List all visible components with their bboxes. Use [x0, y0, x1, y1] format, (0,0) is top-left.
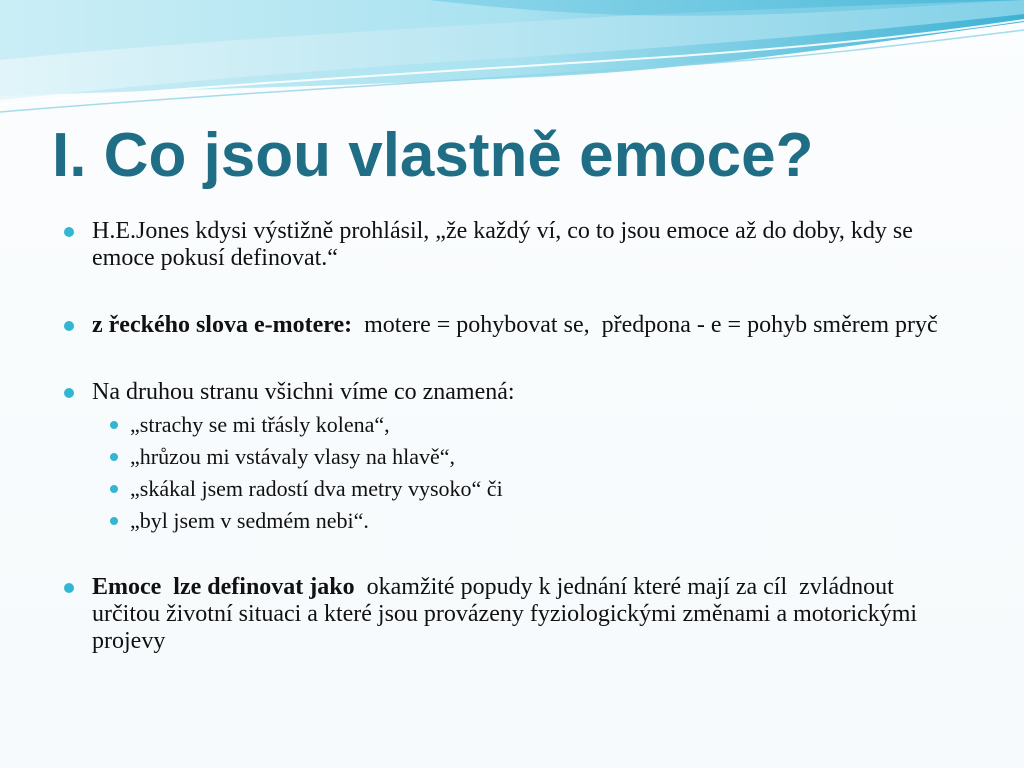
bullet-text: okamžité popudy k jednání které mají za cíl zvládnout určitou životní situaci a které jsou provázeny fyziologickými změnami a motorickými projevy — [92, 574, 924, 654]
sub-bullet-icon — [110, 517, 118, 525]
bullet-text: motere = pohybovat se, předpona - e = pohyb směrem pryč — [352, 312, 938, 338]
bullet-icon — [64, 388, 74, 398]
slide-title: I. Co jsou vlastně emoce? — [52, 121, 814, 190]
sub-bullet — [64, 508, 964, 534]
bullet-bold-text: Emoce lze definovat jako — [92, 574, 355, 600]
sub-bullet-text: „hrůzou mi vstávaly vlasy na hlavě“, — [130, 444, 456, 469]
sub-bullet-text: „byl jsem v sedmém nebi“. — [130, 508, 369, 533]
content — [64, 218, 964, 695]
bullet-definition — [64, 574, 964, 655]
sub-bullet-text: „strachy se mi třásly kolena“, — [130, 412, 390, 437]
bullet-text: H.E.Jones kdysi výstižně prohlásil, „že každý ví, co to jsou emoce až do doby, kdy se emoce pokusí definovat.“ — [92, 218, 913, 271]
bullet-jones — [64, 218, 964, 272]
bullet-icon — [64, 321, 74, 331]
sub-bullet-text: „skákal jsem radostí dva metry vysoko“ či — [130, 476, 503, 501]
sub-bullet — [64, 412, 964, 438]
bullet-icon — [64, 583, 74, 593]
bullet-etymology — [64, 312, 964, 339]
sub-bullet-icon — [110, 485, 118, 493]
bullet-bold-text: z řeckého slova e-motere: — [92, 312, 353, 338]
bullet-everyone-knows — [64, 379, 964, 406]
sub-bullet-icon — [110, 453, 118, 461]
sub-bullet-icon — [110, 421, 118, 429]
bullet-icon — [64, 227, 74, 237]
bullet-text: Na druhou stranu všichni víme co znamená: — [92, 379, 515, 405]
sub-bullet — [64, 476, 964, 502]
sub-bullet — [64, 444, 964, 470]
header-wave-decoration — [0, 0, 1024, 130]
